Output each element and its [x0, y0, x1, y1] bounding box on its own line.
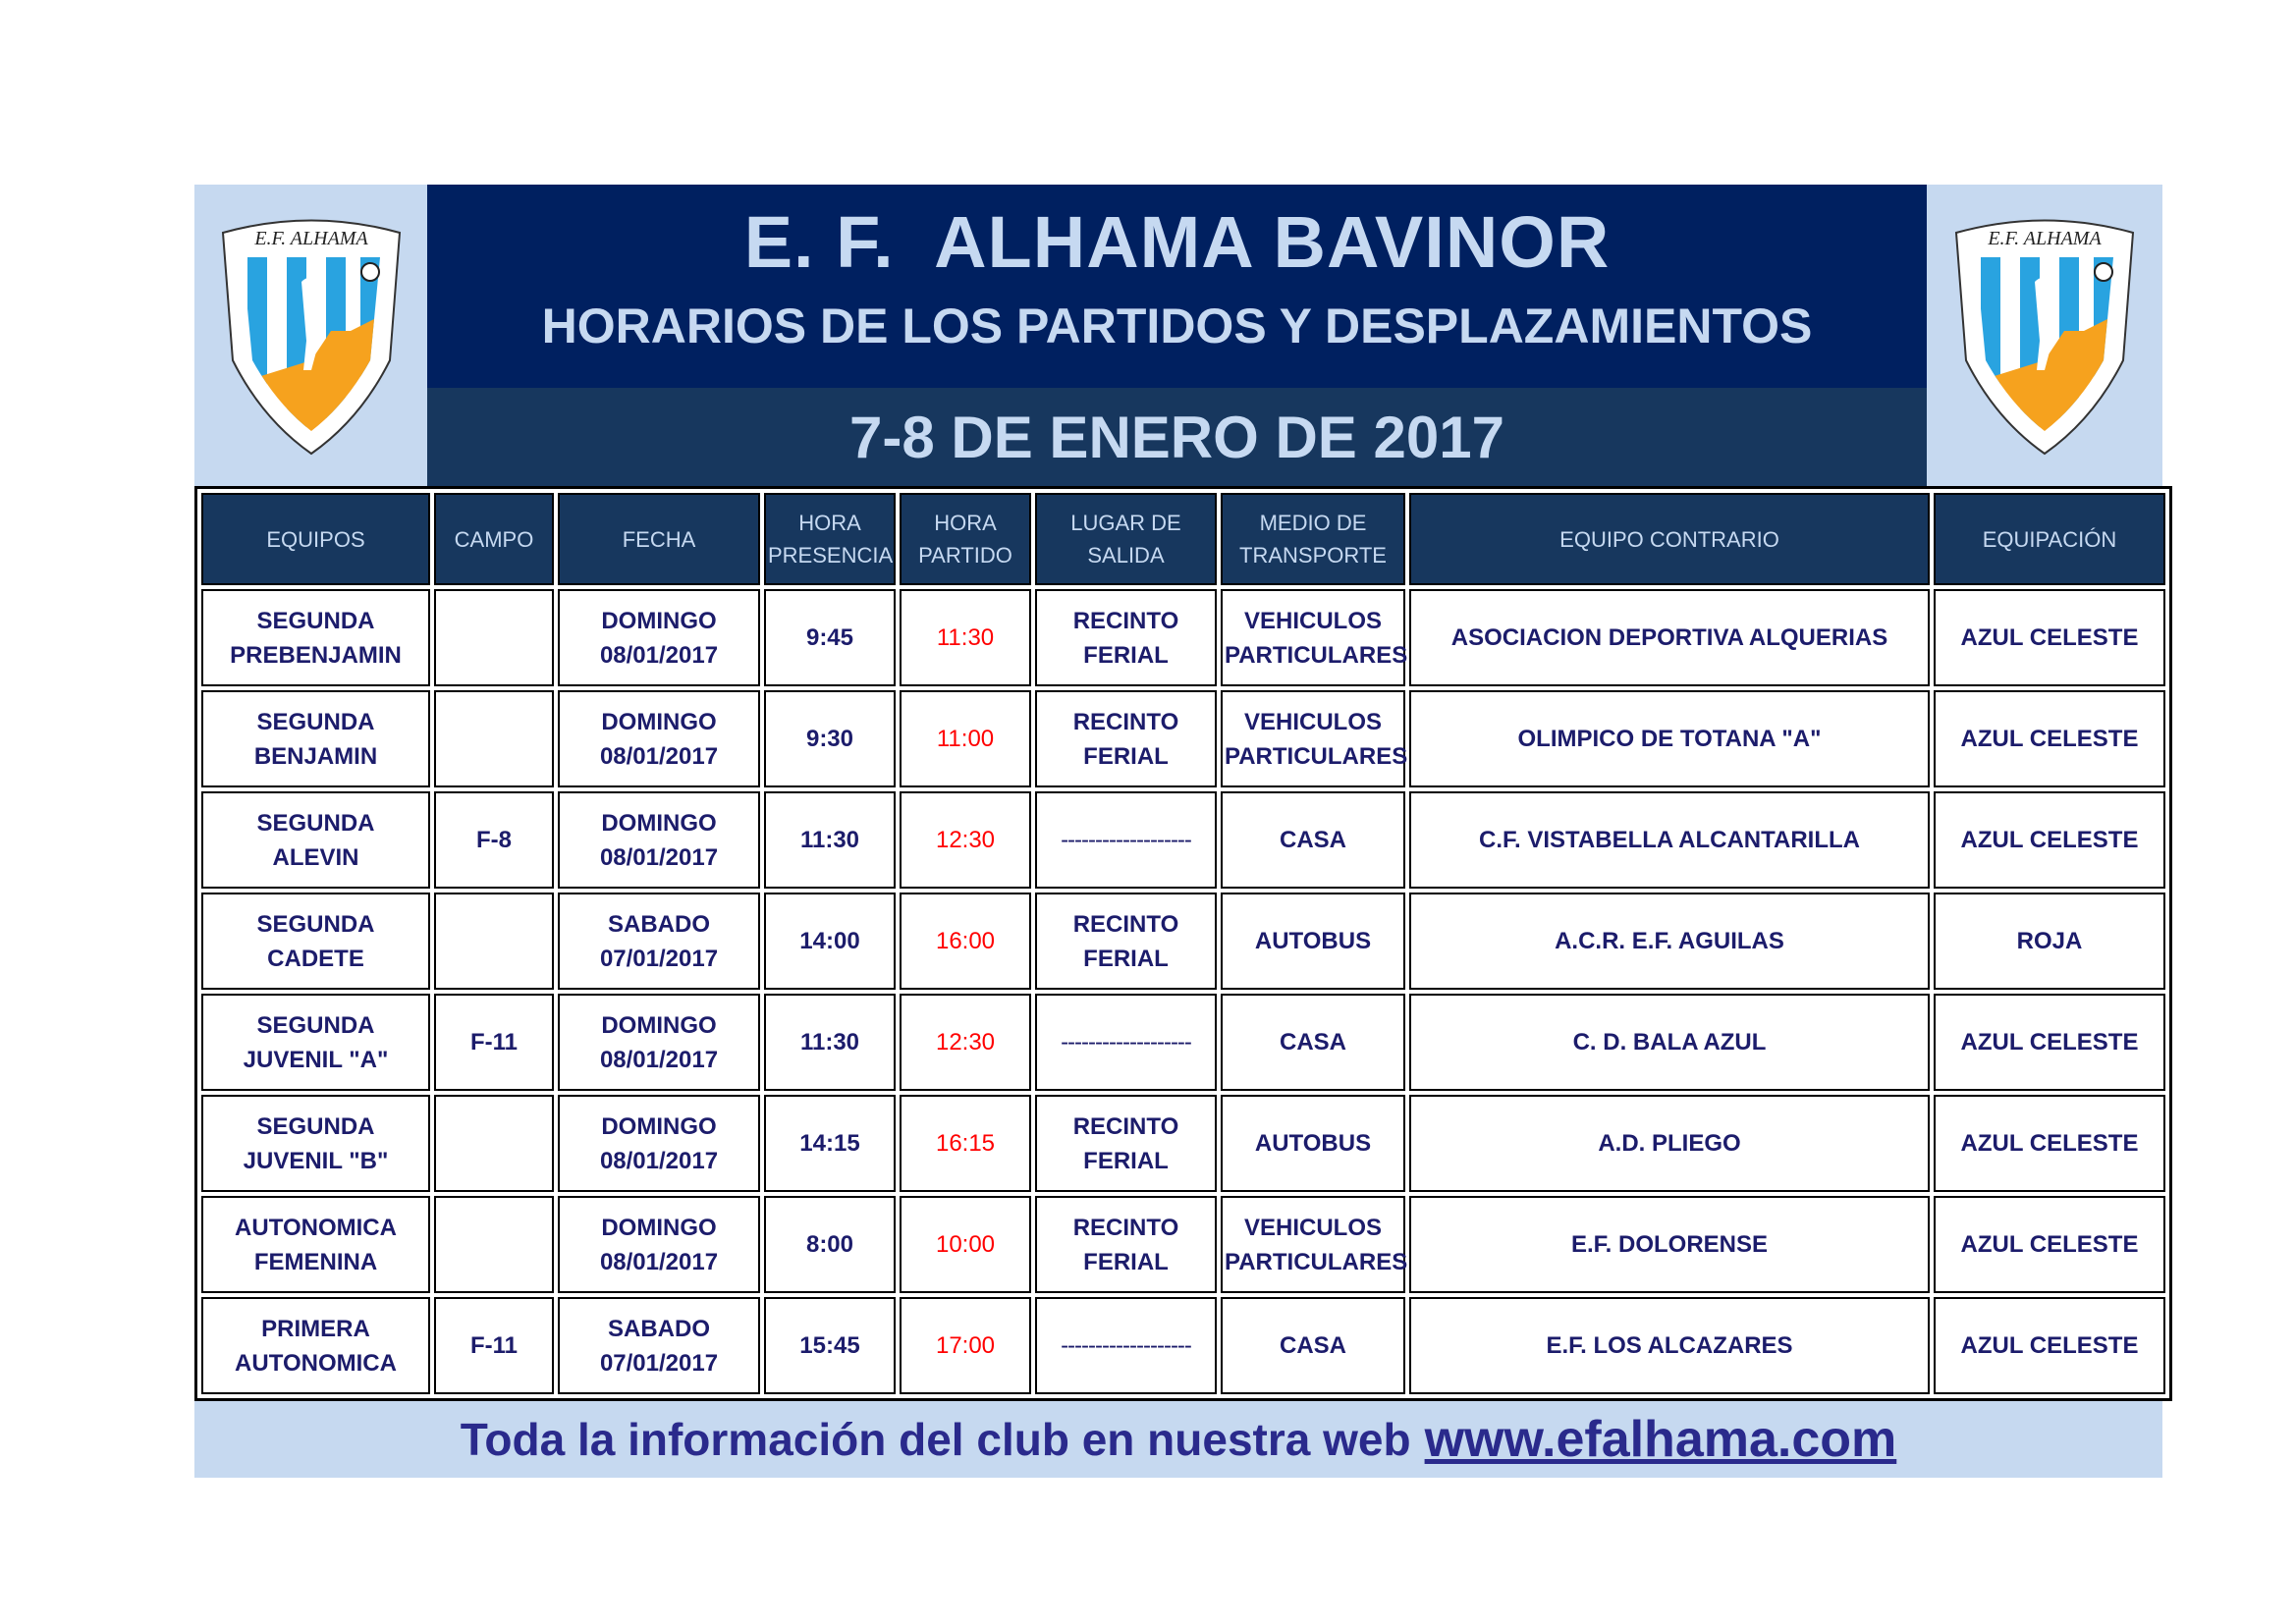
cell-text: A.C.R. E.F. AGUILAS: [1555, 928, 1784, 954]
cell-text: CASA: [1279, 1332, 1346, 1359]
cell-text: RECINTO: [1072, 910, 1179, 938]
cell-text: AZUL CELESTE: [1960, 624, 2139, 651]
cell-text: AZUL CELESTE: [1960, 827, 2139, 853]
table-row: [201, 1297, 2165, 1394]
column-header: [1035, 493, 1217, 585]
page-title: E. F. ALHAMA BAVINOR: [743, 201, 1611, 283]
cell-text: A.D. PLIEGO: [1598, 1130, 1741, 1157]
column-header: [1409, 493, 1930, 585]
cell-text: PARTICULARES: [1225, 641, 1408, 669]
column-header: [201, 493, 430, 585]
cell-text: PARTICULARES: [1225, 1248, 1408, 1275]
schedule-sheet: [194, 185, 2162, 1478]
table-cell: [558, 690, 760, 787]
table-cell: [201, 690, 430, 787]
table-cell: [1221, 1095, 1405, 1192]
cell-text: CASA: [1279, 1029, 1346, 1056]
cell-text: F-8: [476, 827, 512, 853]
club-logo-right: [1927, 185, 2162, 486]
table-cell: [1409, 893, 1930, 990]
cell-text: C.F. VISTABELLA ALCANTARILLA: [1479, 827, 1860, 853]
table-cell: [1035, 1297, 1217, 1394]
cell-text: AZUL CELESTE: [1960, 1332, 2139, 1359]
cell-text: SEGUNDA: [256, 1011, 375, 1039]
column-header-label: CAMPO: [454, 526, 534, 552]
table-cell: [764, 994, 896, 1091]
title-band: [427, 185, 1927, 388]
table-row: [201, 1196, 2165, 1293]
table-cell: [434, 791, 554, 889]
table-cell: [1409, 994, 1930, 1091]
cell-text: 08/01/2017: [599, 843, 719, 871]
table-cell: [1934, 589, 2165, 686]
cell-text: SEGUNDA: [256, 1112, 375, 1140]
column-header-label: TRANSPORTE: [1239, 543, 1387, 568]
column-header: [558, 493, 760, 585]
footer-banner: [194, 1401, 2162, 1478]
table-cell: [1035, 893, 1217, 990]
column-header: [764, 493, 896, 585]
table-cell: [900, 1095, 1031, 1192]
table-cell: [558, 589, 760, 686]
cell-text: PREBENJAMIN: [230, 641, 402, 669]
table-cell: [201, 1095, 430, 1192]
cell-text: 8:00: [805, 1231, 854, 1258]
cell-text: -------------------: [1061, 827, 1191, 853]
column-header-label: SALIDA: [1087, 543, 1165, 568]
table-cell: [764, 1196, 896, 1293]
cell-text: FERIAL: [1083, 641, 1169, 669]
table-cell: [1221, 893, 1405, 990]
cell-text: RECINTO: [1072, 1112, 1179, 1140]
table-cell: [1409, 1095, 1930, 1192]
cell-text: 16:15: [935, 1130, 996, 1157]
column-header-label: PARTIDO: [918, 543, 1012, 568]
cell-text: RECINTO: [1072, 607, 1179, 634]
table-cell: [201, 1196, 430, 1293]
table-cell: [900, 1297, 1031, 1394]
table-cell: [1035, 1095, 1217, 1192]
cell-text: VEHICULOS: [1243, 1214, 1382, 1241]
table-cell: [1221, 791, 1405, 889]
table-cell: [558, 1095, 760, 1192]
table-cell: [1409, 1297, 1930, 1394]
table-cell: [201, 994, 430, 1091]
cell-text: SEGUNDA: [256, 910, 375, 938]
cell-text: 12:30: [935, 827, 996, 853]
table-cell: [1934, 1196, 2165, 1293]
cell-text: RECINTO: [1072, 1214, 1179, 1241]
table-cell: [1035, 589, 1217, 686]
cell-text: OLIMPICO DE TOTANA "A": [1517, 726, 1822, 752]
cell-text: CADETE: [267, 945, 364, 972]
shield-crest-icon: [1946, 213, 2143, 459]
cell-text: FERIAL: [1083, 945, 1169, 972]
cell-text: 9:45: [805, 624, 854, 651]
column-header-label: LUGAR DE: [1070, 511, 1181, 535]
cell-text: 14:15: [799, 1130, 860, 1157]
table-cell: [764, 1095, 896, 1192]
cell-text: AUTONOMICA: [235, 1349, 397, 1377]
page-subtitle: HORARIOS DE LOS PARTIDOS Y DESPLAZAMIENTOS: [541, 298, 1813, 353]
cell-text: CASA: [1279, 827, 1346, 853]
cell-text: 10:00: [935, 1231, 996, 1258]
table-cell: [434, 994, 554, 1091]
table-cell: [1934, 1297, 2165, 1394]
cell-text: E.F. LOS ALCAZARES: [1546, 1332, 1793, 1359]
column-header-label: PRESENCIA: [768, 543, 894, 568]
cell-text: 9:30: [805, 726, 854, 752]
column-header-label: HORA: [934, 511, 997, 535]
cell-text: AUTOBUS: [1254, 1130, 1372, 1157]
cell-text: DOMINGO: [601, 607, 717, 634]
cell-text: 17:00: [935, 1332, 996, 1359]
cell-text: 08/01/2017: [599, 1147, 719, 1174]
cell-text: ASOCIACION DEPORTIVA ALQUERIAS: [1450, 624, 1888, 651]
table-cell: [201, 1297, 430, 1394]
table-cell: [201, 589, 430, 686]
cell-text: E.F. DOLORENSE: [1570, 1231, 1769, 1258]
table-cell: [1409, 791, 1930, 889]
table-cell: [1035, 1196, 1217, 1293]
table-cell: [900, 690, 1031, 787]
table-cell: [1409, 690, 1930, 787]
table-cell: [900, 994, 1031, 1091]
cell-text: BENJAMIN: [253, 742, 378, 770]
cell-text: 11:30: [799, 827, 860, 853]
table-cell: [201, 791, 430, 889]
table-cell: [434, 690, 554, 787]
table-row: [201, 589, 2165, 686]
table-cell: [434, 589, 554, 686]
table-row: [201, 690, 2165, 787]
cell-text: AZUL CELESTE: [1960, 1029, 2139, 1056]
cell-text: C. D. BALA AZUL: [1572, 1029, 1767, 1056]
table-cell: [900, 589, 1031, 686]
cell-text: PARTICULARES: [1225, 742, 1408, 770]
table-cell: [1221, 1196, 1408, 1293]
table-cell: [1221, 690, 1408, 787]
column-header: [434, 493, 554, 585]
cell-text: JUVENIL "B": [243, 1147, 389, 1174]
cell-text: RECINTO: [1072, 708, 1179, 735]
cell-text: 15:45: [799, 1332, 860, 1359]
cell-text: 07/01/2017: [599, 1349, 719, 1377]
cell-text: ROJA: [2016, 928, 2083, 954]
table-cell: [558, 1196, 760, 1293]
cell-text: AUTOBUS: [1254, 928, 1372, 954]
table-cell: [764, 893, 896, 990]
table-cell: [900, 893, 1031, 990]
table-cell: [558, 994, 760, 1091]
cell-text: JUVENIL "A": [243, 1046, 389, 1073]
column-header-label: HORA: [798, 511, 861, 535]
table-cell: [1221, 1297, 1405, 1394]
table-cell: [558, 791, 760, 889]
cell-text: SEGUNDA: [256, 708, 375, 735]
table-cell: [900, 1196, 1031, 1293]
column-header-label: EQUIPO CONTRARIO: [1559, 526, 1779, 552]
cell-text: FERIAL: [1083, 1248, 1169, 1275]
cell-text: F-11: [469, 1029, 519, 1056]
cell-text: 11:30: [799, 1029, 860, 1056]
table-cell: [434, 1095, 554, 1192]
footer-text: Toda la información del club en nuestra web: [460, 1414, 1411, 1465]
cell-text: FEMENINA: [253, 1248, 378, 1275]
cell-text: 16:00: [935, 928, 996, 954]
cell-text: 08/01/2017: [599, 1248, 719, 1275]
column-header-label: EQUIPACIÓN: [1982, 526, 2117, 552]
shield-crest-icon: [213, 213, 410, 459]
cell-text: FERIAL: [1083, 742, 1169, 770]
table-cell: [764, 1297, 896, 1394]
match-schedule-table: [194, 486, 2172, 1401]
table-cell: [1934, 1095, 2165, 1192]
club-logo-left: [194, 185, 427, 486]
table-cell: [1934, 994, 2165, 1091]
cell-text: SEGUNDA: [256, 607, 375, 634]
table-cell: [434, 1196, 554, 1293]
cell-text: 12:30: [935, 1029, 996, 1056]
table-cell: [1934, 893, 2165, 990]
cell-text: 14:00: [799, 928, 860, 954]
cell-text: SEGUNDA: [256, 809, 375, 837]
cell-text: AZUL CELESTE: [1960, 1231, 2139, 1258]
cell-text: DOMINGO: [601, 809, 717, 837]
cell-text: F-11: [469, 1332, 519, 1359]
table-cell: [900, 791, 1031, 889]
cell-text: FERIAL: [1083, 1147, 1169, 1174]
cell-text: DOMINGO: [601, 1112, 717, 1140]
table-row: [201, 893, 2165, 990]
column-header-label: FECHA: [622, 526, 696, 552]
table-cell: [1035, 690, 1217, 787]
column-header-label: EQUIPOS: [266, 526, 365, 552]
cell-text: SABADO: [607, 910, 710, 938]
table-cell: [1934, 690, 2165, 787]
column-header-label: MEDIO DE: [1259, 511, 1367, 535]
table-row: [201, 1095, 2165, 1192]
table-row: [201, 994, 2165, 1091]
table-cell: [1221, 589, 1408, 686]
column-header: [900, 493, 1031, 585]
cell-text: AZUL CELESTE: [1960, 726, 2139, 752]
svg-text:E.F. ALHAMA: E.F. ALHAMA: [1988, 227, 2102, 249]
cell-text: SABADO: [607, 1315, 710, 1342]
cell-text: -------------------: [1061, 1029, 1191, 1056]
cell-text: PRIMERA: [261, 1315, 370, 1342]
table-cell: [1934, 791, 2165, 889]
table-cell: [434, 893, 554, 990]
cell-text: AZUL CELESTE: [1960, 1130, 2139, 1157]
cell-text: 11:30: [936, 624, 995, 651]
table-cell: [558, 1297, 760, 1394]
table-cell: [1035, 791, 1217, 889]
table-cell: [764, 589, 896, 686]
table-cell: [558, 893, 760, 990]
svg-text:E.F. ALHAMA: E.F. ALHAMA: [253, 227, 368, 249]
cell-text: VEHICULOS: [1243, 708, 1382, 735]
column-header: [1221, 493, 1405, 585]
table-cell: [201, 893, 430, 990]
cell-text: 07/01/2017: [599, 945, 719, 972]
cell-text: 08/01/2017: [599, 641, 719, 669]
cell-text: -------------------: [1061, 1332, 1191, 1359]
cell-text: ALEVIN: [272, 843, 359, 871]
cell-text: 11:00: [936, 726, 995, 752]
cell-text: DOMINGO: [601, 1011, 717, 1039]
table-cell: [1409, 589, 1930, 686]
cell-text: AUTONOMICA: [235, 1214, 397, 1241]
table-cell: [764, 690, 896, 787]
table-cell: [1035, 994, 1217, 1091]
column-header: [1934, 493, 2165, 585]
table-cell: [764, 791, 896, 889]
cell-text: 08/01/2017: [599, 742, 719, 770]
website-link[interactable]: www.efalhama.com: [1424, 1411, 1897, 1468]
cell-text: DOMINGO: [601, 708, 717, 735]
table-row: [201, 791, 2165, 889]
table-cell: [434, 1297, 554, 1394]
table-cell: [1221, 994, 1405, 1091]
cell-text: 08/01/2017: [599, 1046, 719, 1073]
date-heading: 7-8 DE ENERO DE 2017: [427, 388, 1927, 486]
table-cell: [1409, 1196, 1930, 1293]
cell-text: VEHICULOS: [1243, 607, 1382, 634]
cell-text: DOMINGO: [601, 1214, 717, 1241]
